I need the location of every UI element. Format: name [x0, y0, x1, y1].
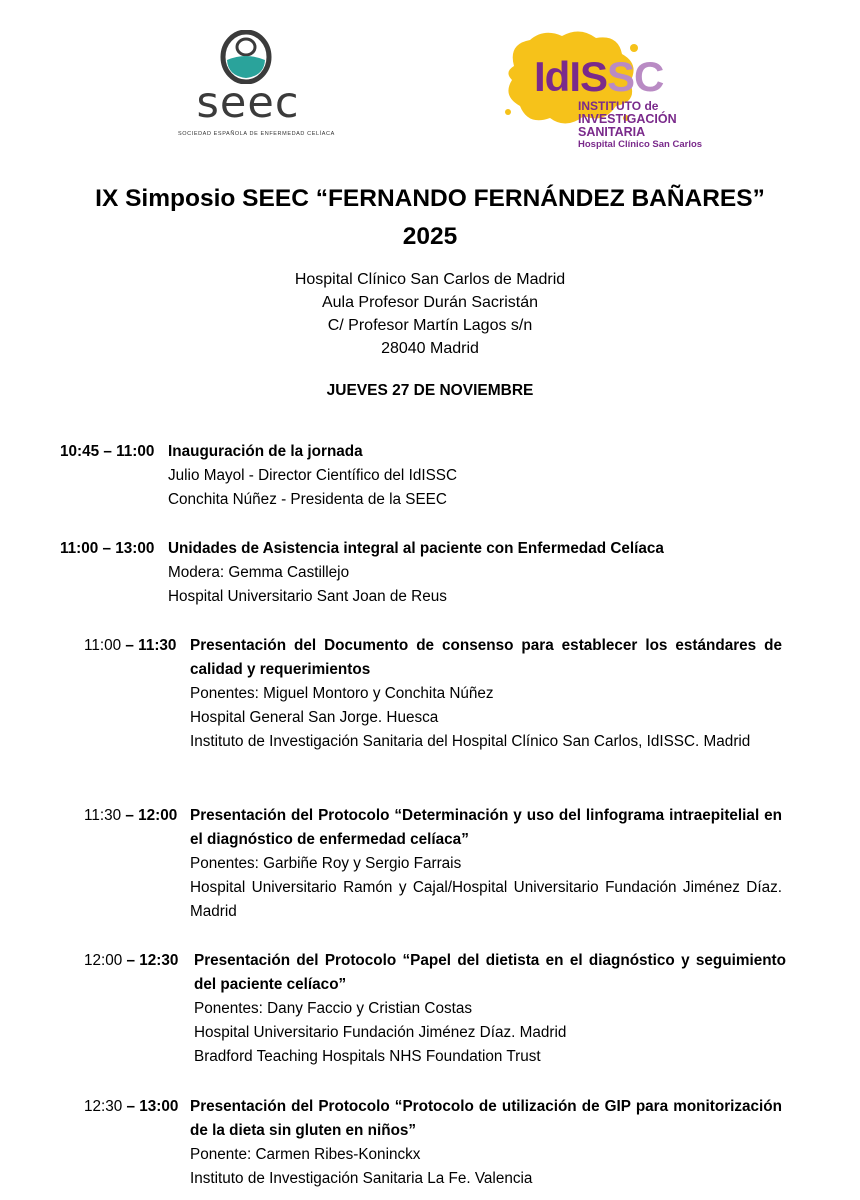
- session-time: 10:45 – 11:00: [60, 443, 155, 460]
- venue-address: [0, 268, 860, 360]
- title-line-2: 2025: [402, 223, 458, 250]
- talk-title: Presentación del Protocolo “Determinación y uso del linfograma intraepitelial en el diagnóstico de enfermedad celíaca”: [190, 807, 782, 848]
- idissc-line-2: INVESTIGACIÓN SANITARIA: [578, 111, 677, 140]
- page-title: [0, 180, 860, 256]
- talk-speakers: Ponentes: Miguel Montoro y Conchita Núñez: [190, 685, 494, 702]
- talk-institution: Instituto de Investigación Sanitaria La Fe. Valencia: [190, 1170, 533, 1187]
- session-title: Unidades de Asistencia integral al paciente con Enfermedad Celíaca: [168, 540, 664, 557]
- seec-wordmark: seec: [196, 78, 300, 128]
- talk-institution: Hospital Universitario Ramón y Cajal/Hospital Universitario Fundación Jiménez Díaz. Madrid: [190, 879, 782, 920]
- talk-institution: Hospital General San Jorge. Huesca: [190, 709, 439, 726]
- talk-title: Presentación del Protocolo “Papel del dietista en el diagnóstico y seguimiento del paciente celíaco”: [194, 952, 786, 993]
- talk-time: [84, 1095, 178, 1119]
- session-institution: Hospital Universitario Sant Joan de Reus: [168, 588, 447, 605]
- talk-time-start: 11:00: [84, 637, 122, 654]
- talk-time-start: 11:30: [84, 807, 122, 824]
- talk-time-end: – 13:00: [122, 1098, 179, 1115]
- session-title: Inauguración de la jornada: [168, 443, 363, 460]
- idissc-wordmark-dark: IdIS: [534, 53, 608, 100]
- talk-time-start: 12:00: [84, 952, 123, 969]
- idissc-logo: [500, 26, 720, 150]
- talk-speakers: Ponentes: Dany Faccio y Cristian Costas: [194, 1000, 473, 1017]
- talk-time-start: 12:30: [84, 1098, 123, 1115]
- address-line-3: C/ Profesor Martín Lagos s/n: [327, 317, 533, 334]
- talk-time: [84, 634, 176, 658]
- talk-speakers: Ponentes: Garbiñe Roy y Sergio Farrais: [190, 855, 462, 872]
- talk-institution: Instituto de Investigación Sanitaria del Hospital Clínico San Carlos, IdISSC. Madrid: [190, 733, 751, 750]
- session-moderator: Modera: Gemma Castillejo: [168, 564, 350, 581]
- session-speaker: Conchita Núñez - Presidenta de la SEEC: [168, 491, 447, 508]
- talk-time: [84, 804, 177, 828]
- talk-time: [84, 949, 178, 973]
- address-line-2: Aula Profesor Durán Sacristán: [321, 294, 539, 311]
- idissc-wordmark-light: SC: [607, 53, 664, 100]
- seec-logo: [178, 30, 335, 142]
- title-line-1: IX Simposio SEEC “FERNANDO FERNÁNDEZ BAÑARES”: [95, 185, 765, 212]
- talk-institution: Bradford Teaching Hospitals NHS Foundation Trust: [194, 1048, 541, 1065]
- idissc-wordmark: [534, 53, 664, 100]
- address-line-1: Hospital Clínico San Carlos de Madrid: [294, 271, 566, 288]
- session-speaker: Julio Mayol - Director Científico del IdISSC: [168, 467, 458, 484]
- session-time: 11:00 – 13:00: [60, 540, 155, 557]
- seec-emblem-icon: [220, 30, 272, 84]
- event-date: JUEVES 27 DE NOVIEMBRE: [326, 382, 534, 399]
- idissc-line-1: INSTITUTO de: [578, 99, 659, 113]
- talk-institution: Hospital Universitario Fundación Jiménez Díaz. Madrid: [194, 1024, 567, 1041]
- talk-time-end: – 12:30: [122, 952, 179, 969]
- idissc-caption: [578, 100, 720, 150]
- talk-time-end: – 12:00: [121, 807, 178, 824]
- seec-subtitle: SOCIEDAD ESPAÑOLA DE ENFERMEDAD CELÍACA: [178, 131, 335, 137]
- talk-title: Presentación del Documento de consenso para establecer los estándares de calidad y requerimientos: [190, 637, 782, 678]
- talk-title: Presentación del Protocolo “Protocolo de utilización de GIP para monitorización de la dieta sin gluten en niños”: [190, 1098, 782, 1139]
- talk-time-end: – 11:30: [121, 637, 177, 654]
- idissc-line-3: Hospital Clínico San Carlos: [578, 138, 703, 150]
- address-line-4: 28040 Madrid: [381, 340, 479, 357]
- talk-speakers: Ponente: Carmen Ribes-Koninckx: [190, 1146, 421, 1163]
